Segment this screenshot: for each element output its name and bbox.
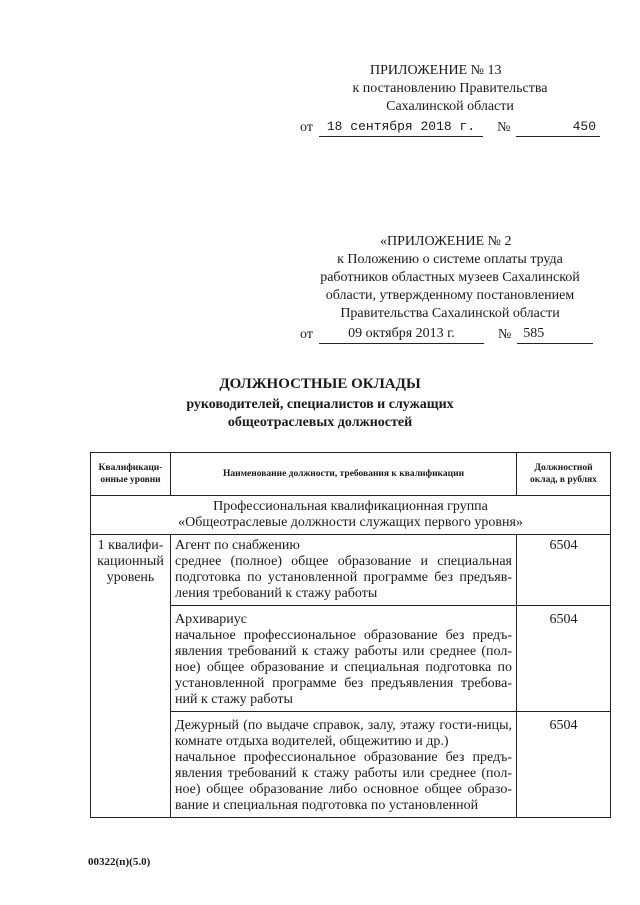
appendix-2-line4: Правительства Сахалинской области: [340, 306, 560, 321]
document-subtitle-1: руководителей, специалистов и служащих: [186, 397, 454, 412]
appendix-2-line3: области, утвержденному постановлением: [325, 288, 575, 303]
header-level: Квалификаци-онные уровни: [91, 453, 171, 496]
position-cell: [171, 606, 517, 712]
appendix-2-from-label: от: [300, 327, 313, 342]
appendix-13-from-label: от: [300, 120, 313, 135]
appendix-13-no-label: №: [497, 120, 511, 135]
appendix-2-line1: к Положению о системе оплаты труда: [337, 252, 563, 267]
appendix-13-line2: Сахалинской области: [386, 99, 514, 114]
position-requirements: начальное профессиональное образование без предъ-явления требований к стажу работы или среднее (пол-ное) общее образование либо основное общее образо-вание и специальная подготовка по установленной: [175, 750, 512, 813]
document-code: 00322(п)(5.0): [88, 856, 151, 868]
appendix-13-block: [300, 62, 600, 137]
position-requirements: среднее (полное) общее образование и специальная подготовка по установленной программе без предъяв-ления требований к стажу работы: [175, 554, 512, 601]
position-requirements: начальное профессиональное образование без предъ-явления требований к стажу работы или среднее (пол-ное) общее образование и специальная подготовка по установленной программе без предъявления требова-ний к стажу работы: [175, 628, 512, 707]
appendix-2-line2: работников областных музеев Сахалинской: [320, 270, 580, 285]
appendix-2-title: «ПРИЛОЖЕНИЕ № 2: [380, 234, 512, 249]
appendix-13-number: 450: [516, 118, 600, 137]
salary-cell: 6504: [517, 712, 611, 818]
qualification-level: 1 квалифи-кационный уровень: [91, 535, 171, 818]
appendix-13-dateline: [300, 118, 600, 137]
salary-cell: 6504: [517, 606, 611, 712]
table-row: [91, 535, 611, 606]
salary-cell: 6504: [517, 535, 611, 606]
group-row: [91, 496, 611, 535]
appendix-2-date: 09 октября 2013 г.: [319, 325, 484, 344]
position-cell: [171, 535, 517, 606]
salary-table: [90, 452, 611, 818]
document-subtitle-2: общеотраслевых должностей: [227, 415, 413, 430]
appendix-2-number: 585: [517, 325, 593, 344]
group-line-1: Профессиональная квалификационная группа: [213, 499, 488, 514]
appendix-2-no-label: №: [497, 327, 512, 342]
header-salary: Должностной оклад, в рублях: [517, 453, 611, 496]
position-title: Агент по снабжению: [175, 538, 300, 553]
document-title: ДОЛЖНОСТНЫЕ ОКЛАДЫ: [219, 376, 421, 392]
table-header-row: [91, 453, 611, 496]
header-position: Наименование должности, требования к квалификации: [171, 453, 517, 496]
group-cell: [91, 496, 611, 535]
appendix-13-title: ПРИЛОЖЕНИЕ № 13: [370, 63, 502, 78]
position-title: Архивариус: [175, 612, 247, 627]
group-line-2: «Общеотраслевые должности служащих первого уровня»: [178, 515, 523, 530]
appendix-13-line1: к постановлению Правительства: [352, 81, 548, 96]
position-title: Дежурный (по выдаче справок, залу, этажу гости-ницы, комнате отдыха водителей, общежитию и др.): [175, 718, 512, 749]
appendix-2-block: [300, 233, 600, 344]
appendix-2-dateline: [300, 325, 600, 344]
position-cell: [171, 712, 517, 818]
appendix-13-date: 18 сентября 2018 г.: [319, 118, 483, 137]
